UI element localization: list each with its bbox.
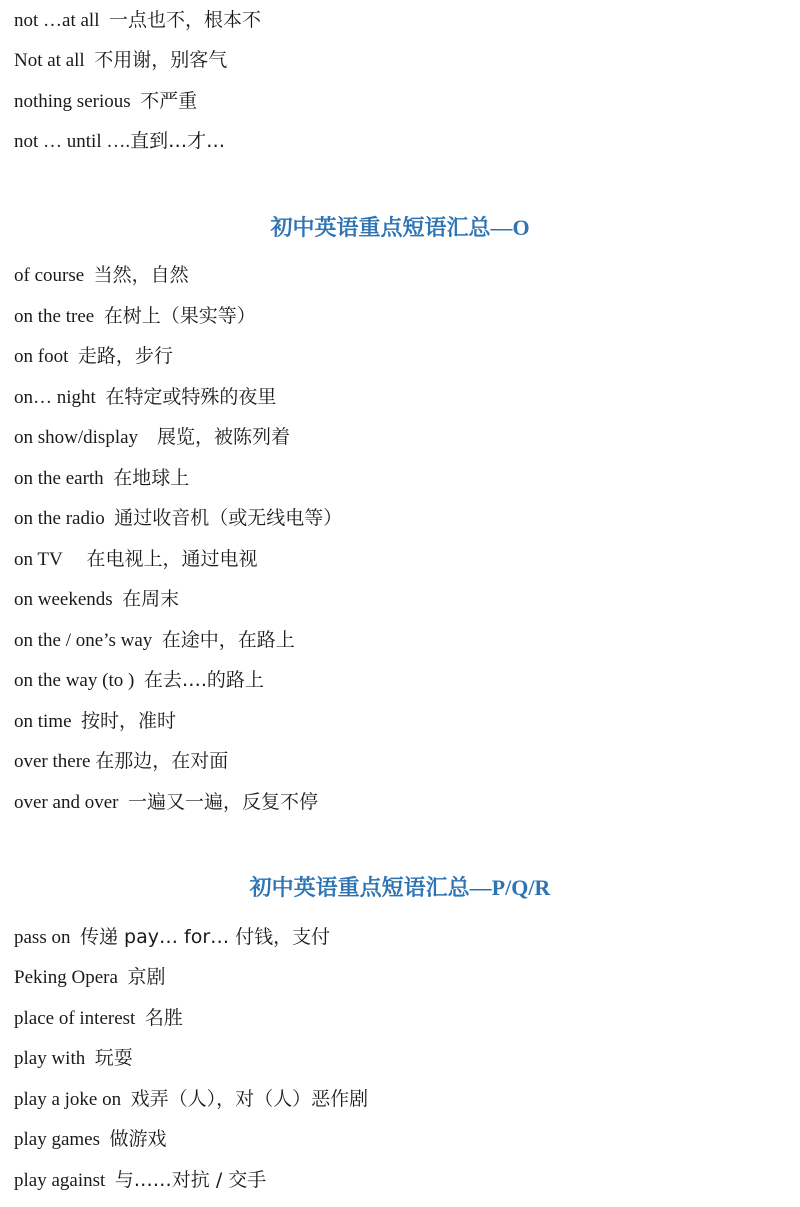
phrase-english: play a joke on (14, 1089, 122, 1110)
phrase-line (14, 665, 264, 695)
phrase-line (14, 1043, 133, 1073)
phrase-line (14, 260, 189, 290)
phrase-chinese: 当然，自然 (93, 264, 189, 286)
phrase-line (14, 382, 276, 412)
phrase-english: Peking Opera (14, 967, 118, 988)
phrase-line (14, 86, 197, 116)
phrase-english: play against (14, 1170, 106, 1191)
section-heading-pqr: 初中英语重点短语汇总—P/Q/R (249, 875, 551, 900)
phrase-english: on show/display (14, 427, 139, 448)
phrase-line (14, 962, 165, 992)
phrase-chinese: 通过收音机（或无线电等） (114, 507, 343, 529)
phrase-chinese: 在树上（果实等） (103, 305, 256, 327)
phrase-english: on… night (14, 387, 96, 408)
phrase-chinese: 在去….的路上 (143, 669, 264, 691)
phrase-line (14, 1084, 368, 1114)
phrase-english: on the earth (14, 468, 104, 489)
phrase-chinese: 一点也不，根本不 (108, 9, 261, 31)
phrase-chinese: 在途中，在路上 (161, 629, 295, 651)
phrase-line (14, 625, 295, 655)
phrase-chinese: 直到…才… (130, 130, 226, 152)
phrase-english: pass on (14, 927, 71, 948)
phrase-english: play with (14, 1048, 86, 1069)
phrase-chinese: 在特定或特殊的夜里 (105, 386, 277, 408)
phrase-chinese: 玩耍 (94, 1047, 133, 1069)
phrase-line (14, 422, 290, 452)
phrase-chinese: 不用谢，别客气 (94, 49, 228, 71)
phrase-chinese: 名胜 (144, 1007, 183, 1029)
phrase-english: over there (14, 751, 91, 772)
phrase-line (14, 544, 258, 574)
phrase-line (14, 45, 227, 75)
phrase-line (14, 787, 318, 817)
phrase-english: play games (14, 1129, 101, 1150)
phrase-english: not … until …. (14, 131, 131, 152)
phrase-line (14, 1165, 266, 1195)
phrase-line (14, 301, 256, 331)
phrase-line (14, 503, 342, 533)
phrase-line (14, 922, 330, 952)
phrase-chinese: 一遍又一遍，反复不停 (127, 791, 318, 813)
phrase-english: place of interest (14, 1008, 136, 1029)
phrase-chinese: 京剧 (127, 966, 166, 988)
phrase-english: on the way (to ) (14, 670, 135, 691)
phrase-english: on the / one’s way (14, 630, 153, 651)
phrase-english: on weekends (14, 589, 113, 610)
phrase-english: on TV (14, 549, 63, 570)
phrase-english: not …at all (14, 10, 100, 31)
phrase-chinese: 在电视上，通过电视 (86, 548, 258, 570)
phrase-english: on foot (14, 346, 69, 367)
phrase-chinese: 与……对抗 / 交手 (114, 1169, 267, 1191)
phrase-english: nothing serious (14, 91, 131, 112)
phrase-chinese: 不严重 (140, 90, 198, 112)
phrase-chinese: 戏弄（人），对（人）恶作剧 (130, 1088, 369, 1110)
phrase-line (14, 746, 228, 776)
phrase-chinese: 走路，步行 (77, 345, 173, 367)
phrase-line (14, 5, 261, 35)
phrase-english: over and over (14, 792, 119, 813)
phrase-english: Not at all (14, 50, 85, 71)
phrase-chinese: 在那边，在对面 (95, 750, 229, 772)
phrase-line (14, 341, 173, 371)
phrase-chinese: 在地球上 (113, 467, 190, 489)
phrase-chinese: 传递 pay… for… 付钱，支付 (79, 926, 331, 948)
phrase-chinese: 在周末 (122, 588, 180, 610)
phrase-line (14, 1003, 183, 1033)
phrase-line (14, 126, 225, 156)
phrase-line (14, 584, 179, 614)
section-heading-o: 初中英语重点短语汇总—O (270, 215, 530, 240)
phrase-line (14, 463, 189, 493)
phrase-english: of course (14, 265, 85, 286)
phrase-english: on the radio (14, 508, 105, 529)
phrase-line (14, 1124, 167, 1154)
phrase-line (14, 706, 176, 736)
phrase-english: on time (14, 711, 72, 732)
phrase-english: on the tree (14, 306, 95, 327)
phrase-chinese: 展览，被陈列着 (157, 426, 291, 448)
phrase-chinese: 做游戏 (109, 1128, 167, 1150)
phrase-chinese: 按时，准时 (81, 710, 177, 732)
